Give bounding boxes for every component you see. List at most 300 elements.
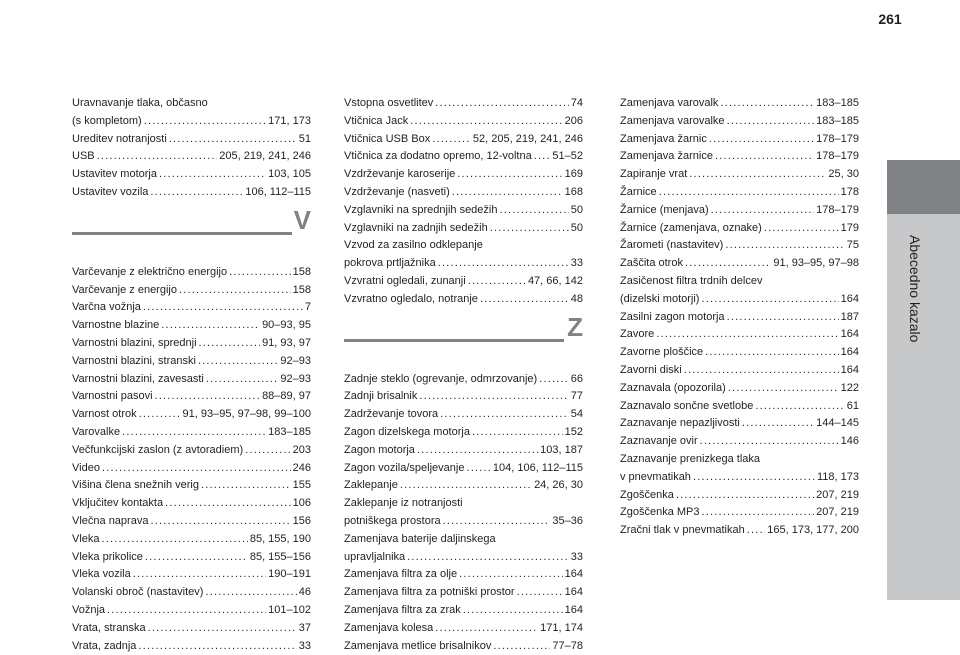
page-refs[interactable]: 144–145 — [816, 417, 859, 430]
index-term: Zamenjava varovalke — [620, 114, 725, 127]
page-refs[interactable]: 47, 66, 142 — [527, 274, 583, 287]
index-entry — [72, 602, 311, 620]
index-entry — [620, 469, 859, 487]
index-entry — [72, 148, 311, 166]
index-term: Vrata, stranska — [72, 621, 146, 634]
index-entry — [72, 299, 311, 317]
dot-leader — [659, 184, 839, 202]
index-term: Vzvratno ogledalo, notranje — [344, 292, 478, 305]
index-entry — [620, 522, 859, 540]
page-refs[interactable]: 179 — [840, 221, 859, 234]
index-term: Varnostni blazini, zavesasti — [72, 372, 204, 385]
index-entry — [620, 344, 859, 362]
dot-leader — [676, 487, 814, 505]
page-refs[interactable]: 51 — [298, 132, 311, 145]
dot-leader — [199, 335, 261, 353]
index-entry — [620, 398, 859, 416]
index-entry — [620, 504, 859, 522]
page-refs[interactable]: 207, 219 — [816, 488, 859, 501]
index-term: Zamenjava filtra za zrak — [344, 603, 461, 616]
page-refs[interactable]: 101–102 — [268, 603, 311, 616]
index-entry — [620, 166, 859, 184]
index-term: Volanski obroč (nastavitev) — [72, 586, 204, 599]
page-refs[interactable]: 85, 155, 190 — [249, 532, 311, 545]
index-term: potniškega prostora — [344, 514, 441, 527]
dot-leader — [179, 282, 291, 300]
page-refs[interactable]: 246 — [292, 461, 311, 474]
index-term: Vleka vozila — [72, 568, 131, 581]
index-entry — [344, 371, 583, 389]
index-entry-heading: Zaklepanje iz notranjosti — [344, 497, 463, 510]
dot-leader — [728, 380, 839, 398]
page-refs[interactable]: 158 — [292, 265, 311, 278]
index-term: Zaznavanje nepazljivosti — [620, 417, 740, 430]
index-term: Zamenjava metlice brisalnikov — [344, 639, 492, 652]
page-refs[interactable]: 92–93 — [280, 354, 311, 367]
page-refs[interactable]: 33 — [570, 550, 583, 563]
page-refs[interactable]: 171, 173 — [268, 114, 311, 127]
page-refs[interactable]: 106, 112–115 — [245, 185, 311, 198]
page-refs[interactable]: 33 — [570, 257, 583, 270]
page-refs[interactable]: 164 — [840, 328, 859, 341]
index-entry-heading: Uravnavanje tlaka, občasno — [72, 97, 208, 109]
index-term: Zaznavalo sončne svetlobe — [620, 399, 754, 412]
dot-leader — [701, 504, 814, 522]
page-refs[interactable]: 77–78 — [552, 639, 583, 652]
index-term: (dizelski motorji) — [620, 292, 700, 305]
dot-leader — [499, 202, 568, 220]
page-refs[interactable]: 187 — [840, 310, 859, 323]
index-entry — [344, 638, 583, 655]
index-term: Vključitev kontakta — [72, 497, 164, 510]
index-term: pokrova prtljažnika — [344, 257, 436, 270]
index-entry — [72, 566, 311, 584]
index-term: Zasilni zagon motorja — [620, 310, 725, 323]
index-term: Vstopna osvetlitev — [344, 97, 434, 109]
index-entry — [344, 148, 583, 166]
page-refs[interactable]: 155 — [292, 479, 311, 492]
dot-leader — [159, 166, 266, 184]
page-refs[interactable]: 37 — [298, 621, 311, 634]
dot-leader — [407, 549, 569, 567]
index-term: upravljalnika — [344, 550, 406, 563]
index-term: Varovalke — [72, 425, 121, 438]
index-entry — [72, 477, 311, 495]
dot-leader — [201, 477, 291, 495]
index-term: Zamenjava žarnice — [620, 150, 713, 163]
page-refs[interactable]: 164 — [840, 292, 859, 305]
index-entry — [620, 95, 859, 113]
dot-leader — [534, 148, 551, 166]
index-entry — [72, 424, 311, 442]
section-rule — [72, 232, 292, 235]
index-entry — [620, 415, 859, 433]
index-entry — [620, 326, 859, 344]
page-refs[interactable]: 190–191 — [268, 568, 311, 581]
index-entry — [72, 113, 311, 131]
index-entry — [620, 309, 859, 327]
index-term: Zagon dizelskega motorja — [344, 425, 470, 438]
index-term: Žarnice (menjava) — [620, 203, 709, 216]
page-refs[interactable]: 183–185 — [268, 425, 311, 438]
dot-leader — [705, 344, 838, 362]
index-entry — [620, 237, 859, 255]
index-entry — [72, 460, 311, 478]
dot-leader — [517, 584, 563, 602]
side-tab-label: Abecedno kazalo — [907, 235, 923, 343]
dot-leader — [150, 184, 243, 202]
index-entry — [72, 638, 311, 655]
index-entry — [344, 95, 583, 113]
index-entry-heading: Vzvod za zasilno odklepanje — [344, 239, 483, 252]
index-term: Vtičnica za dodatno opremo, 12-voltna — [344, 150, 532, 163]
index-term: Zagon vozila/speljevanje — [344, 461, 465, 474]
index-entry — [344, 202, 583, 220]
index-term: Zamenjava filtra za olje — [344, 568, 458, 581]
dot-leader — [443, 513, 551, 531]
page-refs[interactable]: 50 — [570, 221, 583, 234]
index-term: Vleka prikolice — [72, 550, 143, 563]
index-entry — [344, 184, 583, 202]
index-term: Zračni tlak v pnevmatikah — [620, 524, 745, 537]
dot-leader — [205, 584, 296, 602]
index-entry — [72, 495, 311, 513]
index-term: Zgoščenka MP3 — [620, 506, 700, 519]
index-entry — [620, 202, 859, 220]
page-refs[interactable]: 24, 26, 30 — [534, 479, 583, 492]
index-entry — [72, 335, 311, 353]
page-refs[interactable]: 51–52 — [552, 150, 583, 163]
index-term: Varnost otrok — [72, 408, 137, 421]
index-term: Ustavitev motorja — [72, 168, 157, 181]
page-refs[interactable]: 206 — [564, 114, 583, 127]
dot-leader — [143, 299, 303, 317]
index-entry — [344, 442, 583, 460]
dot-leader — [755, 398, 844, 416]
page-refs[interactable]: 7 — [304, 301, 311, 314]
page-refs[interactable]: 91, 93, 97 — [262, 336, 311, 349]
page-refs[interactable]: 165, 173, 177, 200 — [767, 524, 859, 537]
dot-leader — [725, 237, 844, 255]
index-term: Zgoščenka — [620, 488, 674, 501]
page-refs[interactable]: 74 — [570, 97, 583, 109]
index-entry — [72, 406, 311, 424]
index-term: Vleka — [72, 532, 100, 545]
dot-leader — [742, 415, 814, 433]
page-refs[interactable]: 164 — [564, 603, 583, 616]
index-entry — [344, 566, 583, 584]
section-divider — [72, 202, 311, 264]
index-term: Zavorni diski — [620, 363, 682, 376]
page-refs[interactable]: 164 — [564, 568, 583, 581]
index-term: Vlečna naprava — [72, 514, 149, 527]
index-term: Varnostni blazini, stranski — [72, 354, 196, 367]
dot-leader — [440, 406, 569, 424]
page-refs[interactable]: 48 — [570, 292, 583, 305]
index-term: Zaščita otrok — [620, 257, 683, 270]
page-refs[interactable]: 33 — [298, 639, 311, 652]
index-entry — [620, 291, 859, 309]
dot-leader — [400, 477, 532, 495]
index-term: Zagon motorja — [344, 443, 415, 456]
index-entry — [72, 282, 311, 300]
page-refs[interactable]: 52, 205, 219, 241, 246 — [472, 132, 583, 145]
index-entry — [344, 549, 583, 567]
index-entry — [620, 131, 859, 149]
page-refs[interactable]: 25, 30 — [828, 168, 859, 181]
page-refs[interactable]: 35–36 — [552, 514, 583, 527]
page-refs[interactable]: 169 — [564, 168, 583, 181]
index-term: Varnostne blazine — [72, 319, 160, 332]
page-refs[interactable]: 91, 93–95, 97–98, 99–100 — [182, 408, 311, 421]
index-term: Zaznavanje ovir — [620, 435, 698, 448]
index-term: Žarnice (zamenjava, oznake) — [620, 221, 762, 234]
index-entry — [344, 460, 583, 478]
page-refs[interactable]: 92–93 — [280, 372, 311, 385]
page-refs[interactable]: 178 — [840, 185, 859, 198]
index-entry-heading: Zasičenost filtra trdnih delcev — [620, 274, 763, 287]
index-entry — [344, 424, 583, 442]
dot-leader — [139, 406, 181, 424]
page-refs[interactable]: 207, 219 — [816, 506, 859, 519]
index-entry — [72, 131, 311, 149]
dot-leader — [145, 549, 248, 567]
index-entry — [344, 131, 583, 149]
dot-leader — [155, 388, 261, 406]
index-term: Zadrževanje tovora — [344, 408, 439, 421]
dot-leader — [463, 602, 563, 620]
index-column-1 — [72, 95, 311, 655]
index-term: Zaklepanje — [344, 479, 398, 492]
dot-leader — [198, 353, 279, 371]
index-entry — [620, 184, 859, 202]
index-term: Večfunkcijski zaslon (z avtoradiem) — [72, 443, 244, 456]
dot-leader — [150, 513, 290, 531]
page-refs[interactable]: 178–179 — [816, 150, 859, 163]
page-refs[interactable]: 50 — [570, 203, 583, 216]
dot-leader — [466, 460, 490, 478]
page-refs[interactable]: 88–89, 97 — [262, 390, 311, 403]
index-entry — [620, 487, 859, 505]
page-refs[interactable]: 77 — [570, 390, 583, 403]
page-refs[interactable]: 168 — [564, 185, 583, 198]
page-refs[interactable]: 158 — [292, 283, 311, 296]
dot-leader — [169, 131, 297, 149]
page-refs[interactable]: 54 — [570, 408, 583, 421]
index-term: Zamenjava kolesa — [344, 621, 434, 634]
side-tab-marker — [887, 160, 960, 214]
index-entry — [344, 166, 583, 184]
dot-leader — [468, 273, 526, 291]
page-refs[interactable]: 183–185 — [816, 97, 859, 109]
index-entry — [72, 264, 311, 282]
page-refs[interactable]: 122 — [840, 381, 859, 394]
page-refs[interactable]: 118, 173 — [816, 470, 859, 483]
index-term: Vtičnica Jack — [344, 114, 409, 127]
index-entry — [72, 549, 311, 567]
index-entry — [620, 113, 859, 131]
dot-leader — [684, 362, 839, 380]
page-refs[interactable]: 164 — [564, 586, 583, 599]
index-term: Zaznavala (opozorila) — [620, 381, 726, 394]
dot-leader — [493, 638, 550, 655]
index-term: Žarometi (nastavitev) — [620, 239, 724, 252]
dot-leader — [480, 291, 569, 309]
dot-leader — [102, 460, 291, 478]
index-term: Zamenjava varovalk — [620, 97, 719, 109]
dot-leader — [148, 620, 297, 638]
dot-leader — [693, 469, 815, 487]
dot-leader — [701, 291, 838, 309]
dot-leader — [432, 131, 471, 149]
dot-leader — [206, 371, 279, 389]
index-entry — [344, 388, 583, 406]
index-entry — [72, 531, 311, 549]
dot-leader — [539, 371, 569, 389]
dot-leader — [107, 602, 266, 620]
dot-leader — [747, 522, 766, 540]
dot-leader — [97, 148, 218, 166]
section-letter: V — [293, 204, 311, 235]
index-term: Vrata, zadnja — [72, 639, 137, 652]
page-refs[interactable]: 183–185 — [816, 114, 859, 127]
page-refs[interactable]: 156 — [292, 514, 311, 527]
index-entry — [620, 148, 859, 166]
index-column-2 — [344, 95, 583, 655]
page-refs[interactable]: 146 — [840, 435, 859, 448]
index-entry — [344, 584, 583, 602]
dot-leader — [138, 638, 296, 655]
page-refs[interactable]: 103, 105 — [268, 168, 311, 181]
index-term: Vzdrževanje (nasveti) — [344, 185, 450, 198]
index-term: Višina člena snežnih verig — [72, 479, 199, 492]
index-entry — [344, 220, 583, 238]
index-entry — [344, 406, 583, 424]
page-refs[interactable]: 203 — [292, 443, 311, 456]
index-entry — [620, 380, 859, 398]
section-divider — [344, 309, 583, 371]
index-term: Ureditev notranjosti — [72, 132, 167, 145]
page-refs[interactable]: 75 — [846, 239, 859, 252]
page-refs[interactable]: 85, 155–156 — [249, 550, 311, 563]
index-term: Vzvratni ogledali, zunanji — [344, 274, 466, 287]
index-term: Vzdrževanje karoserije — [344, 168, 456, 181]
index-term: Zadnji brisalnik — [344, 390, 418, 403]
index-term: Ustavitev vozila — [72, 185, 149, 198]
index-entry — [344, 513, 583, 531]
index-term: Zapiranje vrat — [620, 168, 688, 181]
page-refs[interactable]: 178–179 — [816, 203, 859, 216]
page-refs[interactable]: 178–179 — [816, 132, 859, 145]
dot-leader — [435, 620, 538, 638]
page-refs[interactable]: 104, 106, 112–115 — [492, 461, 583, 474]
page-refs[interactable]: 103, 187 — [540, 443, 583, 456]
dot-leader — [452, 184, 563, 202]
page-refs[interactable]: 91, 93–95, 97–98 — [773, 257, 859, 270]
dot-leader — [165, 495, 291, 513]
index-entry — [344, 477, 583, 495]
index-entry — [72, 317, 311, 335]
index-term: Vzglavniki na zadnjih sedežih — [344, 221, 488, 234]
index-term: Zamenjava žarnic — [620, 132, 707, 145]
index-entry — [620, 255, 859, 273]
page-refs[interactable]: 61 — [846, 399, 859, 412]
page-refs[interactable]: 46 — [298, 586, 311, 599]
index-entry — [72, 184, 311, 202]
dot-leader — [144, 113, 266, 131]
index-entry — [72, 584, 311, 602]
page-number: 261 — [878, 11, 902, 27]
index-term: Video — [72, 461, 100, 474]
index-term: Varnostni blazini, sprednji — [72, 336, 197, 349]
index-term: Vožnja — [72, 603, 106, 616]
index-entry — [72, 388, 311, 406]
index-term: Vtičnica USB Box — [344, 132, 431, 145]
index-entry-heading: Zamenjava baterije daljinskega — [344, 532, 496, 545]
index-term: Zavore — [620, 328, 655, 341]
page-refs[interactable]: 106 — [292, 497, 311, 510]
dot-leader — [727, 309, 839, 327]
page-refs[interactable]: 152 — [564, 425, 583, 438]
index-term: Zamenjava filtra za potniški prostor — [344, 586, 515, 599]
page-refs[interactable]: 164 — [840, 363, 859, 376]
index-column-3 — [620, 95, 859, 540]
dot-leader — [417, 442, 538, 460]
dot-leader — [720, 95, 814, 113]
index-term: Zadnje steklo (ogrevanje, odmrzovanje) — [344, 372, 538, 385]
index-term: Vzglavniki na sprednjih sedežih — [344, 203, 498, 216]
index-entry — [344, 113, 583, 131]
page-refs[interactable]: 205, 219, 241, 246 — [219, 150, 311, 163]
index-entry — [344, 602, 583, 620]
dot-leader — [689, 166, 826, 184]
side-tab — [887, 160, 960, 600]
page-refs[interactable]: 90–93, 95 — [262, 319, 311, 332]
page-refs[interactable]: 66 — [570, 372, 583, 385]
index-term: Varčevanje z električno energijo — [72, 265, 228, 278]
dot-leader — [457, 166, 562, 184]
dot-leader — [711, 202, 815, 220]
dot-leader — [133, 566, 266, 584]
index-term: Varčevanje z energijo — [72, 283, 177, 296]
index-entry — [620, 220, 859, 238]
index-term: USB — [72, 150, 95, 163]
dot-leader — [229, 264, 291, 282]
index-entry — [72, 442, 311, 460]
page-refs[interactable]: 171, 174 — [540, 621, 583, 634]
index-entry — [72, 166, 311, 184]
dot-leader — [161, 317, 260, 335]
dot-leader — [472, 424, 563, 442]
index-term: Varčna vožnja — [72, 301, 141, 314]
dot-leader — [102, 531, 248, 549]
index-entry — [620, 433, 859, 451]
dot-leader — [435, 95, 568, 113]
dot-leader — [245, 442, 290, 460]
index-entry — [344, 273, 583, 291]
dot-leader — [685, 255, 771, 273]
page-refs[interactable]: 164 — [840, 346, 859, 359]
dot-leader — [410, 113, 562, 131]
index-entry — [72, 371, 311, 389]
dot-leader — [459, 566, 563, 584]
dot-leader — [419, 388, 568, 406]
index-entry-heading: Zaznavanje prenizkega tlaka — [620, 452, 761, 465]
index-entry — [344, 291, 583, 309]
index-entry — [72, 353, 311, 371]
index-entry — [344, 255, 583, 273]
dot-leader — [727, 113, 815, 131]
